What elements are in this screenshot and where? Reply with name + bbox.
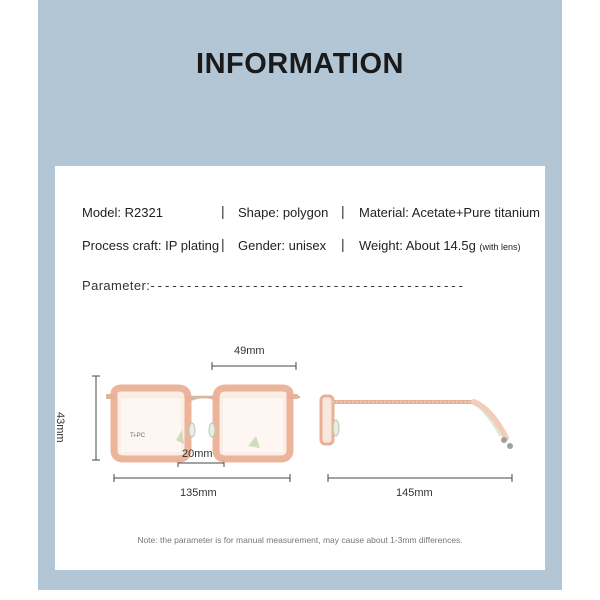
spec-weight-value: Weight: About 14.5g <box>359 238 476 253</box>
spec-material: Material: Acetate+Pure titanium <box>359 205 541 220</box>
spec-gender: Gender: unisex <box>238 238 327 253</box>
lens-width-dimension-line <box>212 362 296 370</box>
frame-width-dimension-line <box>114 474 290 482</box>
parameter-dashes: - - - - - - - - - - - - - - - - - - - - - - - - - - - - - - - - - - - - - - - - - - - <box>150 278 463 293</box>
spec-craft: Process craft: IP plating <box>82 238 220 253</box>
page-title: INFORMATION <box>196 48 404 80</box>
spec-model: Model: R2321 <box>82 205 163 220</box>
lens-height-dimension-line <box>92 376 100 460</box>
spec-weight-note: (with lens) <box>479 242 521 252</box>
lens-height-label: 43mm <box>54 412 66 443</box>
temple-length-label: 145mm <box>396 487 433 499</box>
glasses-side-view <box>321 396 513 449</box>
lens-width-label: 49mm <box>234 345 265 357</box>
separator: | <box>341 236 345 252</box>
lens-print: Ti-PC <box>130 433 146 439</box>
bridge-label: 20mm <box>182 448 213 460</box>
frame-width-label: 135mm <box>180 487 217 499</box>
spec-shape: Shape: polygon <box>238 205 329 220</box>
parameter-label: Parameter: <box>82 278 151 293</box>
separator: | <box>221 236 225 252</box>
measurement-note: Note: the parameter is for manual measurement, may cause about 1-3mm differences. <box>137 535 463 545</box>
separator: | <box>341 203 345 219</box>
temple-dimension-line <box>328 474 512 482</box>
separator: | <box>221 203 225 219</box>
